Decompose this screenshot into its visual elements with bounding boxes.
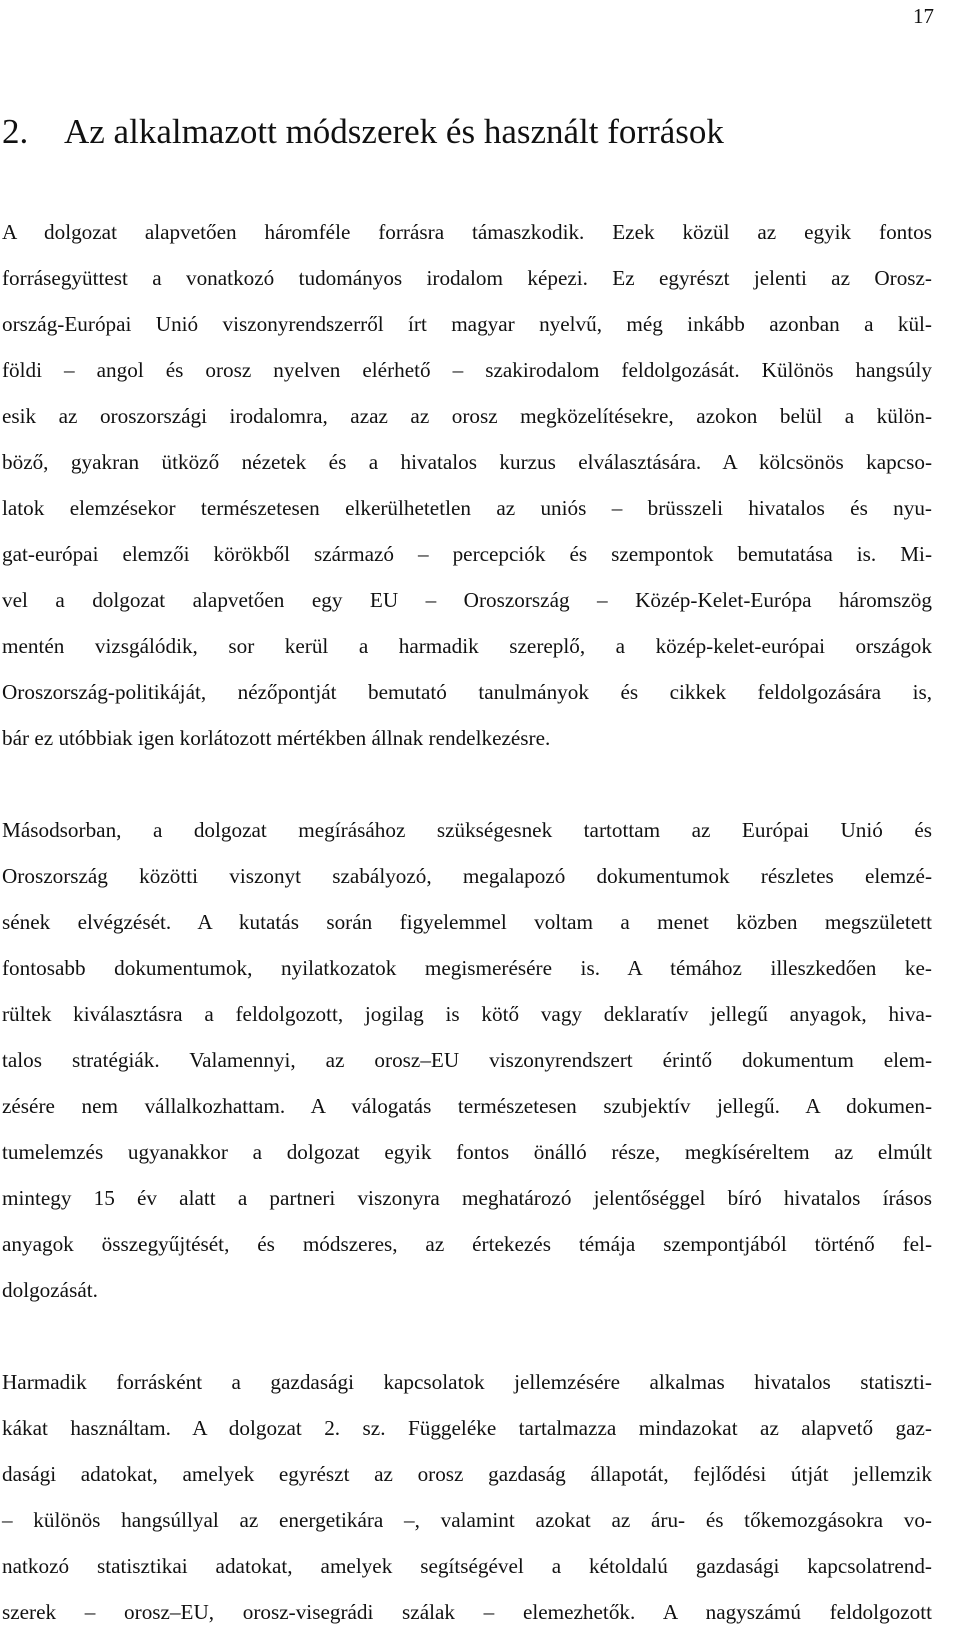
- text-line: – különös hangsúllyal az energetikára –, valamint azokat az áru- és tőkemozgásokra vo-: [2, 1508, 932, 1532]
- text-line: bár ez utóbbiak igen korlátozott mértékben állnak rendelkezésre.: [2, 726, 551, 750]
- text-line: talos stratégiák. Valamennyi, az orosz–EU viszonyrendszert érintő dokumentum elem-: [2, 1048, 932, 1072]
- text-line: mintegy 15 év alatt a partneri viszonyra meghatározó jelentőséggel bíró hivatalos írásos: [2, 1186, 932, 1210]
- text-line: anyagok összegyűjtését, és módszeres, az értekezés témája szempontjából történő fel-: [2, 1232, 932, 1256]
- page-number: 17: [913, 4, 934, 28]
- text-line: ország-Európai Unió viszonyrendszerről írt magyar nyelvű, még inkább azonban a kül-: [2, 312, 932, 336]
- text-line: natkozó statisztikai adatokat, amelyek segítségével a kétoldalú gazdasági kapcsolatrend-: [2, 1554, 932, 1578]
- text-line: Másodsorban, a dolgozat megírásához szükségesnek tartottam az Európai Unió és: [2, 818, 932, 842]
- text-line: tumelemzés ugyanakkor a dolgozat egyik fontos önálló része, megkíséreltem az elmúlt: [2, 1140, 932, 1164]
- text-line: fontosabb dokumentumok, nyilatkozatok megismerésére is. A témához illeszkedően ke-: [2, 956, 932, 980]
- text-line: zésére nem vállalkozhattam. A válogatás természetesen szubjektív jellegű. A dokumen-: [2, 1094, 932, 1118]
- text-line: szerek – orosz–EU, orosz-visegrádi szálak – elemezhetők. A nagyszámú feldolgozott: [2, 1600, 932, 1624]
- section-number: 2.: [2, 112, 29, 151]
- text-line: Oroszország-politikáját, nézőpontját bemutató tanulmányok és cikkek feldolgozására is,: [2, 680, 932, 704]
- paragraph-2: [2, 807, 932, 1313]
- text-line: gat-európai elemzői körökből származó – percepciók és szempontok bemutatása is. Mi-: [2, 542, 932, 566]
- text-line: dolgozását.: [2, 1278, 98, 1302]
- text-line: földi – angol és orosz nyelven elérhető – szakirodalom feldolgozását. Különös hangsúly: [2, 358, 932, 382]
- paragraph-spacer: [2, 1313, 932, 1359]
- paragraph-3: [2, 1359, 932, 1635]
- text-line: böző, gyakran ütköző nézetek és a hivatalos kurzus elválasztására. A kölcsönös kapcso-: [2, 450, 932, 474]
- text-line: mentén vizsgálódik, sor kerül a harmadik szereplő, a közép-kelet-európai országok: [2, 634, 932, 658]
- text-line: kákat használtam. A dolgozat 2. sz. Függeléke tartalmazza mindazokat az alapvető gaz-: [2, 1416, 932, 1440]
- paragraph-spacer: [2, 761, 932, 807]
- section-heading: [2, 108, 940, 156]
- text-line: dasági adatokat, amelyek egyrészt az orosz gazdaság állapotát, fejlődési útját jellemzik: [2, 1462, 932, 1486]
- text-line: Oroszország közötti viszonyt szabályozó, megalapozó dokumentumok részletes elemzé-: [2, 864, 932, 888]
- text-line: latok elemzésekor természetesen elkerülhetetlen az uniós – brüsszeli hivatalos és nyu-: [2, 496, 932, 520]
- paragraph-1: [2, 209, 932, 761]
- text-line: esik az oroszországi irodalomra, azaz az orosz megközelítésekre, azokon belül a külön-: [2, 404, 932, 428]
- text-line: Harmadik forrásként a gazdasági kapcsolatok jellemzésére alkalmas hivatalos statiszti-: [2, 1370, 932, 1394]
- section-title: Az alkalmazott módszerek és használt források: [64, 112, 724, 151]
- text-line: rültek kiválasztásra a feldolgozott, jogilag is kötő vagy deklaratív jellegű anyagok, hiva-: [2, 1002, 932, 1026]
- text-line: A dolgozat alapvetően háromféle forrásra támaszkodik. Ezek közül az egyik fontos: [2, 220, 932, 244]
- text-line: vel a dolgozat alapvetően egy EU – Oroszország – Közép-Kelet-Európa háromszög: [2, 588, 932, 612]
- text-line: forrásegyüttest a vonatkozó tudományos irodalom képezi. Ez egyrészt jelenti az Orosz-: [2, 266, 932, 290]
- body-text: [2, 209, 932, 1635]
- text-line: sének elvégzését. A kutatás során figyelemmel voltam a menet közben megszületett: [2, 910, 932, 934]
